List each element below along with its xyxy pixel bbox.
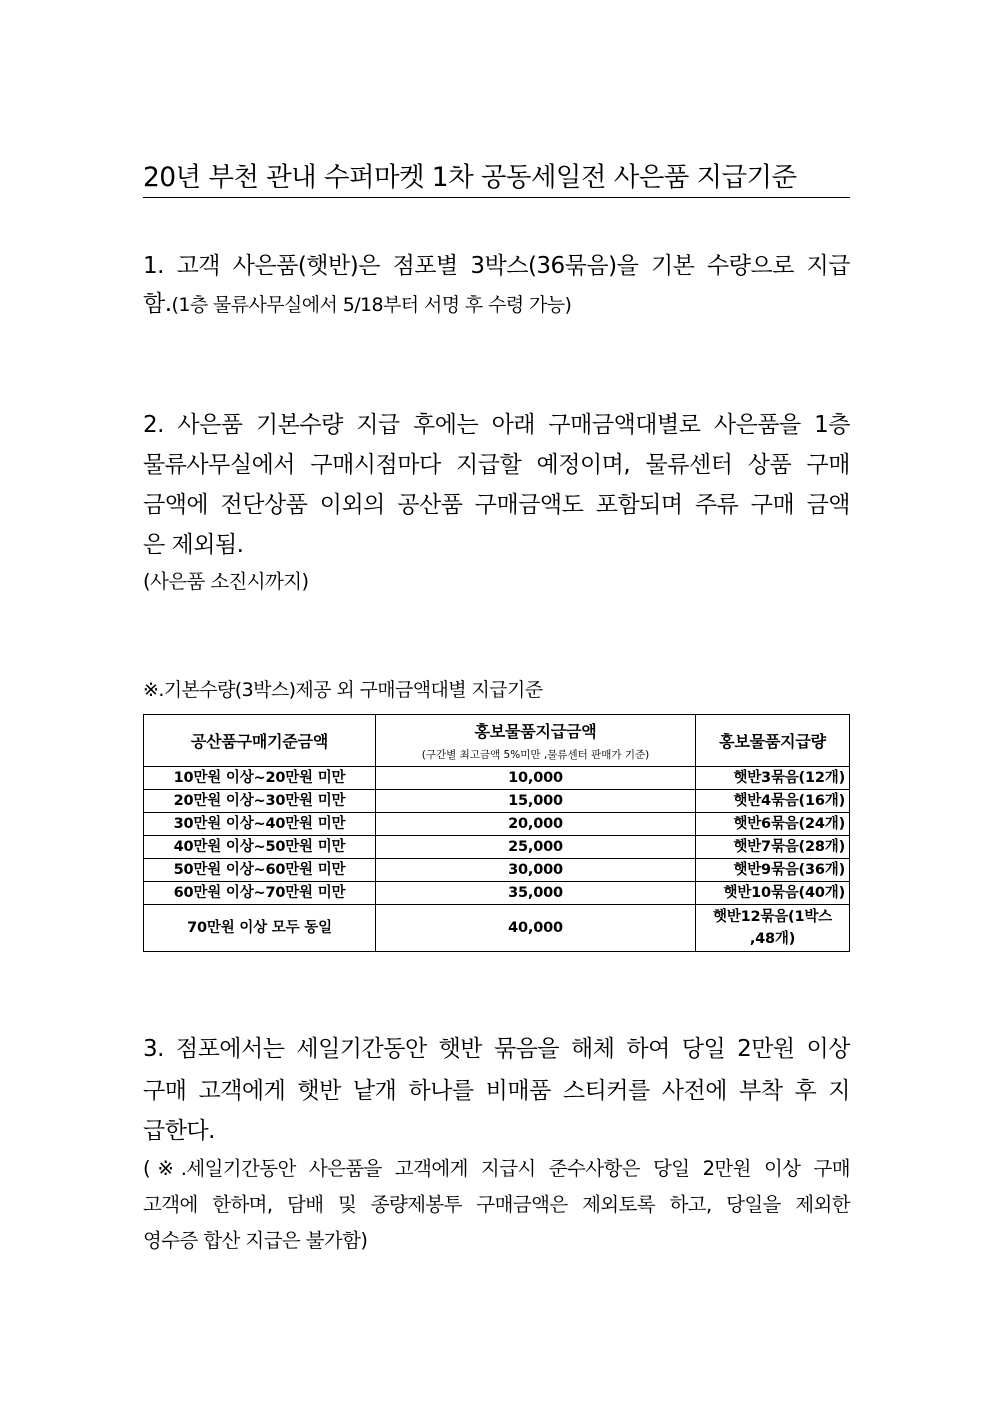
table-row xyxy=(144,905,850,952)
section2-line2: 물류사무실에서 구매시점마다 지급할 예정이며, 물류센터 상품 구매 xyxy=(143,452,850,478)
section3-note-line1: (※.세일기간동안 사은품을 고객에게 지급시 준수사항은 당일 2만원 이상 구매 xyxy=(143,1157,850,1180)
table-row xyxy=(144,813,850,836)
title-underline xyxy=(143,197,850,198)
header-gift-amount-sub: (구간별 최고금액 5%미만 ,물류센터 판매가 기준) xyxy=(421,749,650,761)
section2-line3: 금액에 전단상품 이외의 공산품 구매금액도 포함되며 주류 구매 금액 xyxy=(143,492,850,518)
cell-amount: 30,000 xyxy=(376,859,696,882)
cell-qty: 햇반7묶음(28개) xyxy=(696,836,850,859)
section3-note-line2: 고객에 한하며, 담배 및 종량제봉투 구매금액은 제외토록 하고, 당일을 제외한 xyxy=(143,1193,850,1216)
cell-qty: 햇반6묶음(24개) xyxy=(696,813,850,836)
section1-line2-main: 함. xyxy=(143,291,172,317)
table-caption: ※.기본수량(3박스)제공 외 구매금액대별 지급기준 xyxy=(143,679,543,701)
cell-range: 50만원 이상~60만원 미만 xyxy=(144,859,376,882)
cell-qty-line2: ,48개) xyxy=(749,931,796,947)
cell-amount: 25,000 xyxy=(376,836,696,859)
cell-amount: 35,000 xyxy=(376,882,696,905)
section1-line2 xyxy=(143,285,850,324)
table-row xyxy=(144,767,850,790)
header-gift-quantity: 홍보물품지급량 xyxy=(696,715,850,767)
cell-range: 70만원 이상 모두 동일 xyxy=(144,905,376,952)
cell-qty-line1: 햇반12묶음(1박스 xyxy=(713,909,832,925)
cell-qty xyxy=(696,905,850,952)
header-gift-amount xyxy=(376,715,696,767)
cell-qty: 햇반4묶음(16개) xyxy=(696,790,850,813)
table-row xyxy=(144,882,850,905)
cell-range: 40만원 이상~50만원 미만 xyxy=(144,836,376,859)
header-gift-amount-label: 홍보물품지급금액 xyxy=(474,722,597,741)
table-header-row xyxy=(144,715,850,767)
cell-amount: 10,000 xyxy=(376,767,696,790)
section2-line4: 은 제외됨. xyxy=(143,532,244,558)
table-row xyxy=(144,790,850,813)
cell-qty: 햇반9묶음(36개) xyxy=(696,859,850,882)
section2-note: (사은품 소진시까지) xyxy=(143,570,309,593)
section1-line1: 1. 고객 사은품(햇반)은 점포별 3박스(36묶음)을 기본 수량으로 지급 xyxy=(143,253,850,279)
cell-amount: 40,000 xyxy=(376,905,696,952)
cell-qty: 햇반10묶음(40개) xyxy=(696,882,850,905)
cell-amount: 15,000 xyxy=(376,790,696,813)
cell-amount: 20,000 xyxy=(376,813,696,836)
criteria-table xyxy=(143,714,850,952)
section2-line1: 2. 사은품 기본수량 지급 후에는 아래 구매금액대별로 사은품을 1층 xyxy=(143,412,850,438)
cell-range: 30만원 이상~40만원 미만 xyxy=(144,813,376,836)
table-row xyxy=(144,859,850,882)
section3-line3: 급한다. xyxy=(143,1118,215,1144)
cell-range: 60만원 이상~70만원 미만 xyxy=(144,882,376,905)
section3-note-line3: 영수증 합산 지급은 불가함) xyxy=(143,1229,368,1252)
table-row xyxy=(144,836,850,859)
cell-qty: 햇반3묶음(12개) xyxy=(696,767,850,790)
section1-line2-note: (1층 물류사무실에서 5/18부터 서명 후 수령 가능) xyxy=(171,294,572,316)
section3-line2: 구매 고객에게 햇반 낱개 하나를 비매품 스티커를 사전에 부착 후 지 xyxy=(143,1078,850,1104)
section3-line1: 3. 점포에서는 세일기간동안 햇반 묶음을 해체 하여 당일 2만원 이상 xyxy=(143,1036,850,1062)
cell-range: 20만원 이상~30만원 미만 xyxy=(144,790,376,813)
header-purchase-amount: 공산품구매기준금액 xyxy=(144,715,376,767)
cell-range: 10만원 이상~20만원 미만 xyxy=(144,767,376,790)
document-title: 20년 부천 관내 수퍼마켓 1차 공동세일전 사은품 지급기준 xyxy=(143,162,797,193)
